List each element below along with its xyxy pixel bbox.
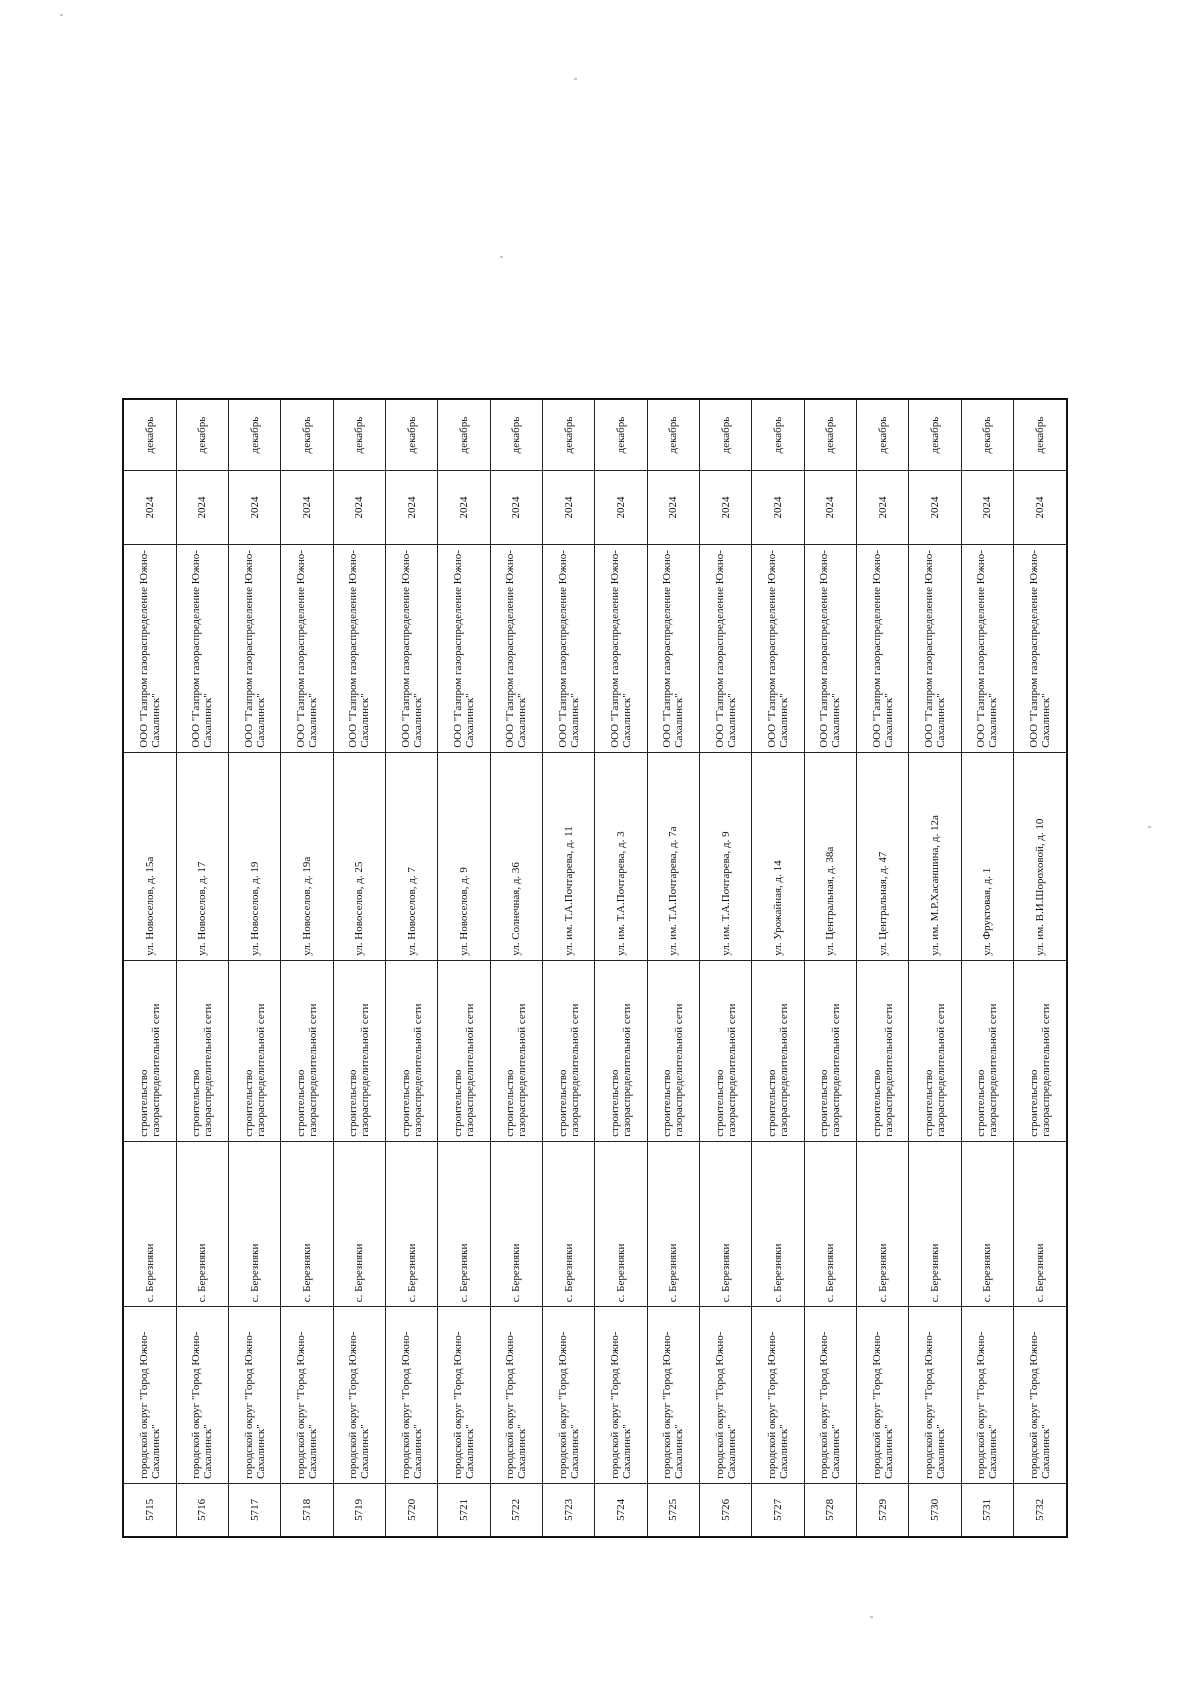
scan-speck [1148, 826, 1151, 828]
year-cell: 2024 [700, 471, 752, 545]
month-cell: декабрь [386, 399, 438, 471]
district-cell: городской округ "Город Южно-Сахалинск" [123, 1307, 176, 1484]
organization-cell: ООО "Газпром газораспределение Южно-Сахалинск" [543, 544, 595, 752]
district-cell: городской округ "Город Южно-Сахалинск" [438, 1307, 490, 1484]
work-type-cell: строительство газораспределительной сети [333, 960, 385, 1141]
table-row [123, 399, 176, 1537]
organization-cell: ООО "Газпром газораспределение Южно-Сахалинск" [857, 544, 909, 752]
address-cell: ул. им. Т.А.Почтарева, д. 11 [543, 752, 595, 960]
locality-cell: с. Березняки [804, 1141, 856, 1306]
address-cell: ул. Центральная, д. 47 [857, 752, 909, 960]
locality-cell: с. Березняки [438, 1141, 490, 1306]
locality-cell: с. Березняки [490, 1141, 542, 1306]
address-cell: ул. Новоселов, д. 19а [281, 752, 333, 960]
table-row [857, 399, 909, 1537]
address-cell: ул. Фруктовая, д. 1 [961, 752, 1013, 960]
row-number: 5723 [543, 1483, 595, 1537]
work-type-cell: строительство газораспределительной сети [857, 960, 909, 1141]
locality-cell: с. Березняки [386, 1141, 438, 1306]
address-cell: ул. Урожайная, д. 14 [752, 752, 804, 960]
address-cell: ул. Новоселов, д. 15а [123, 752, 176, 960]
year-cell: 2024 [490, 471, 542, 545]
row-number: 5728 [804, 1483, 856, 1537]
rotated-page-content [122, 398, 1068, 1538]
district-cell: городской округ "Город Южно-Сахалинск" [490, 1307, 542, 1484]
table-row [752, 399, 804, 1537]
district-cell: городской округ "Город Южно-Сахалинск" [961, 1307, 1013, 1484]
year-cell: 2024 [123, 471, 176, 545]
address-cell: ул. Новоселов, д. 7 [386, 752, 438, 960]
scan-speck [870, 1616, 873, 1618]
month-cell: декабрь [804, 399, 856, 471]
row-number: 5727 [752, 1483, 804, 1537]
organization-cell: ООО "Газпром газораспределение Южно-Сахалинск" [229, 544, 281, 752]
table-row [543, 399, 595, 1537]
organization-cell: ООО "Газпром газораспределение Южно-Сахалинск" [333, 544, 385, 752]
address-cell: ул. Новоселов, д. 9 [438, 752, 490, 960]
district-cell: городской округ "Город Южно-Сахалинск" [281, 1307, 333, 1484]
work-type-cell: строительство газораспределительной сети [543, 960, 595, 1141]
work-type-cell: строительство газораспределительной сети [229, 960, 281, 1141]
district-cell: городской округ "Город Южно-Сахалинск" [700, 1307, 752, 1484]
year-cell: 2024 [595, 471, 647, 545]
row-number: 5724 [595, 1483, 647, 1537]
work-type-cell: строительство газораспределительной сети [961, 960, 1013, 1141]
district-cell: городской округ "Город Южно-Сахалинск" [595, 1307, 647, 1484]
row-number: 5718 [281, 1483, 333, 1537]
locality-cell: с. Березняки [281, 1141, 333, 1306]
address-cell: ул. Новоселов, д. 19 [229, 752, 281, 960]
year-cell: 2024 [229, 471, 281, 545]
locality-cell: с. Березняки [123, 1141, 176, 1306]
locality-cell: с. Березняки [857, 1141, 909, 1306]
table-row [386, 399, 438, 1537]
month-cell: декабрь [752, 399, 804, 471]
locality-cell: с. Березняки [909, 1141, 961, 1306]
month-cell: декабрь [438, 399, 490, 471]
year-cell: 2024 [1014, 471, 1067, 545]
month-cell: декабрь [909, 399, 961, 471]
locality-cell: с. Березняки [333, 1141, 385, 1306]
month-cell: декабрь [961, 399, 1013, 471]
month-cell: декабрь [857, 399, 909, 471]
work-type-cell: строительство газораспределительной сети [386, 960, 438, 1141]
work-type-cell: строительство газораспределительной сети [281, 960, 333, 1141]
table-row [647, 399, 699, 1537]
row-number: 5726 [700, 1483, 752, 1537]
locality-cell: с. Березняки [647, 1141, 699, 1306]
row-number: 5732 [1014, 1483, 1067, 1537]
table-row [909, 399, 961, 1537]
row-number: 5730 [909, 1483, 961, 1537]
year-cell: 2024 [386, 471, 438, 545]
locality-cell: с. Березняки [961, 1141, 1013, 1306]
work-type-cell: строительство газораспределительной сети [804, 960, 856, 1141]
district-cell: городской округ "Город Южно-Сахалинск" [543, 1307, 595, 1484]
scan-speck [500, 256, 503, 258]
address-cell: ул. им. Т.А.Почтарева, д. 9 [700, 752, 752, 960]
locality-cell: с. Березняки [229, 1141, 281, 1306]
row-number: 5720 [386, 1483, 438, 1537]
district-cell: городской округ "Город Южно-Сахалинск" [229, 1307, 281, 1484]
address-cell: ул. им. В.И.Шороховой, д. 10 [1014, 752, 1067, 960]
locality-cell: с. Березняки [176, 1141, 228, 1306]
year-cell: 2024 [176, 471, 228, 545]
district-cell: городской округ "Город Южно-Сахалинск" [386, 1307, 438, 1484]
year-cell: 2024 [438, 471, 490, 545]
row-number: 5721 [438, 1483, 490, 1537]
organization-cell: ООО "Газпром газораспределение Южно-Сахалинск" [961, 544, 1013, 752]
table-row [490, 399, 542, 1537]
month-cell: декабрь [123, 399, 176, 471]
month-cell: декабрь [281, 399, 333, 471]
address-cell: ул. Солнечная, д. 36 [490, 752, 542, 960]
table-row [1014, 399, 1067, 1537]
table-row [281, 399, 333, 1537]
organization-cell: ООО "Газпром газораспределение Южно-Сахалинск" [804, 544, 856, 752]
month-cell: декабрь [229, 399, 281, 471]
address-cell: ул. им. Т.А.Почтарева, д. 7а [647, 752, 699, 960]
work-type-cell: строительство газораспределительной сети [1014, 960, 1067, 1141]
district-cell: городской округ "Город Южно-Сахалинск" [176, 1307, 228, 1484]
district-cell: городской округ "Город Южно-Сахалинск" [804, 1307, 856, 1484]
table-body [123, 399, 1067, 1537]
organization-cell: ООО "Газпром газораспределение Южно-Сахалинск" [438, 544, 490, 752]
gasification-schedule-table [122, 398, 1068, 1538]
organization-cell: ООО "Газпром газораспределение Южно-Сахалинск" [700, 544, 752, 752]
work-type-cell: строительство газораспределительной сети [490, 960, 542, 1141]
district-cell: городской округ "Город Южно-Сахалинск" [647, 1307, 699, 1484]
month-cell: декабрь [700, 399, 752, 471]
work-type-cell: строительство газораспределительной сети [909, 960, 961, 1141]
address-cell: ул. Новоселов, д. 17 [176, 752, 228, 960]
work-type-cell: строительство газораспределительной сети [176, 960, 228, 1141]
address-cell: ул. им. М.Р.Хасаншина, д. 12а [909, 752, 961, 960]
row-number: 5715 [123, 1483, 176, 1537]
month-cell: декабрь [647, 399, 699, 471]
table-row [961, 399, 1013, 1537]
table-row [438, 399, 490, 1537]
organization-cell: ООО "Газпром газораспределение Южно-Сахалинск" [647, 544, 699, 752]
district-cell: городской округ "Город Южно-Сахалинск" [909, 1307, 961, 1484]
row-number: 5722 [490, 1483, 542, 1537]
table-row [229, 399, 281, 1537]
year-cell: 2024 [804, 471, 856, 545]
organization-cell: ООО "Газпром газораспределение Южно-Сахалинск" [595, 544, 647, 752]
work-type-cell: строительство газораспределительной сети [595, 960, 647, 1141]
organization-cell: ООО "Газпром газораспределение Южно-Сахалинск" [281, 544, 333, 752]
table-row [700, 399, 752, 1537]
organization-cell: ООО "Газпром газораспределение Южно-Сахалинск" [386, 544, 438, 752]
work-type-cell: строительство газораспределительной сети [752, 960, 804, 1141]
work-type-cell: строительство газораспределительной сети [700, 960, 752, 1141]
row-number: 5719 [333, 1483, 385, 1537]
year-cell: 2024 [543, 471, 595, 545]
year-cell: 2024 [909, 471, 961, 545]
locality-cell: с. Березняки [752, 1141, 804, 1306]
address-cell: ул. им. Т.А.Почтарева, д. 3 [595, 752, 647, 960]
organization-cell: ООО "Газпром газораспределение Южно-Сахалинск" [909, 544, 961, 752]
locality-cell: с. Березняки [595, 1141, 647, 1306]
organization-cell: ООО "Газпром газораспределение Южно-Сахалинск" [123, 544, 176, 752]
year-cell: 2024 [857, 471, 909, 545]
table-row [333, 399, 385, 1537]
row-number: 5725 [647, 1483, 699, 1537]
month-cell: декабрь [490, 399, 542, 471]
organization-cell: ООО "Газпром газораспределение Южно-Сахалинск" [490, 544, 542, 752]
work-type-cell: строительство газораспределительной сети [123, 960, 176, 1141]
organization-cell: ООО "Газпром газораспределение Южно-Сахалинск" [1014, 544, 1067, 752]
month-cell: декабрь [543, 399, 595, 471]
row-number: 5729 [857, 1483, 909, 1537]
address-cell: ул. Центральная, д. 38а [804, 752, 856, 960]
locality-cell: с. Березняки [543, 1141, 595, 1306]
scan-speck [60, 14, 63, 16]
address-cell: ул. Новоселов, д. 25 [333, 752, 385, 960]
year-cell: 2024 [281, 471, 333, 545]
month-cell: декабрь [176, 399, 228, 471]
district-cell: городской округ "Город Южно-Сахалинск" [752, 1307, 804, 1484]
work-type-cell: строительство газораспределительной сети [438, 960, 490, 1141]
organization-cell: ООО "Газпром газораспределение Южно-Сахалинск" [176, 544, 228, 752]
row-number: 5716 [176, 1483, 228, 1537]
month-cell: декабрь [333, 399, 385, 471]
row-number: 5717 [229, 1483, 281, 1537]
year-cell: 2024 [752, 471, 804, 545]
table-row [176, 399, 228, 1537]
year-cell: 2024 [333, 471, 385, 545]
district-cell: городской округ "Город Южно-Сахалинск" [857, 1307, 909, 1484]
table-row [595, 399, 647, 1537]
work-type-cell: строительство газораспределительной сети [647, 960, 699, 1141]
year-cell: 2024 [647, 471, 699, 545]
year-cell: 2024 [961, 471, 1013, 545]
month-cell: декабрь [595, 399, 647, 471]
locality-cell: с. Березняки [1014, 1141, 1067, 1306]
scan-speck [574, 78, 577, 80]
month-cell: декабрь [1014, 399, 1067, 471]
table-row [804, 399, 856, 1537]
district-cell: городской округ "Город Южно-Сахалинск" [333, 1307, 385, 1484]
organization-cell: ООО "Газпром газораспределение Южно-Сахалинск" [752, 544, 804, 752]
district-cell: городской округ "Город Южно-Сахалинск" [1014, 1307, 1067, 1484]
locality-cell: с. Березняки [700, 1141, 752, 1306]
row-number: 5731 [961, 1483, 1013, 1537]
